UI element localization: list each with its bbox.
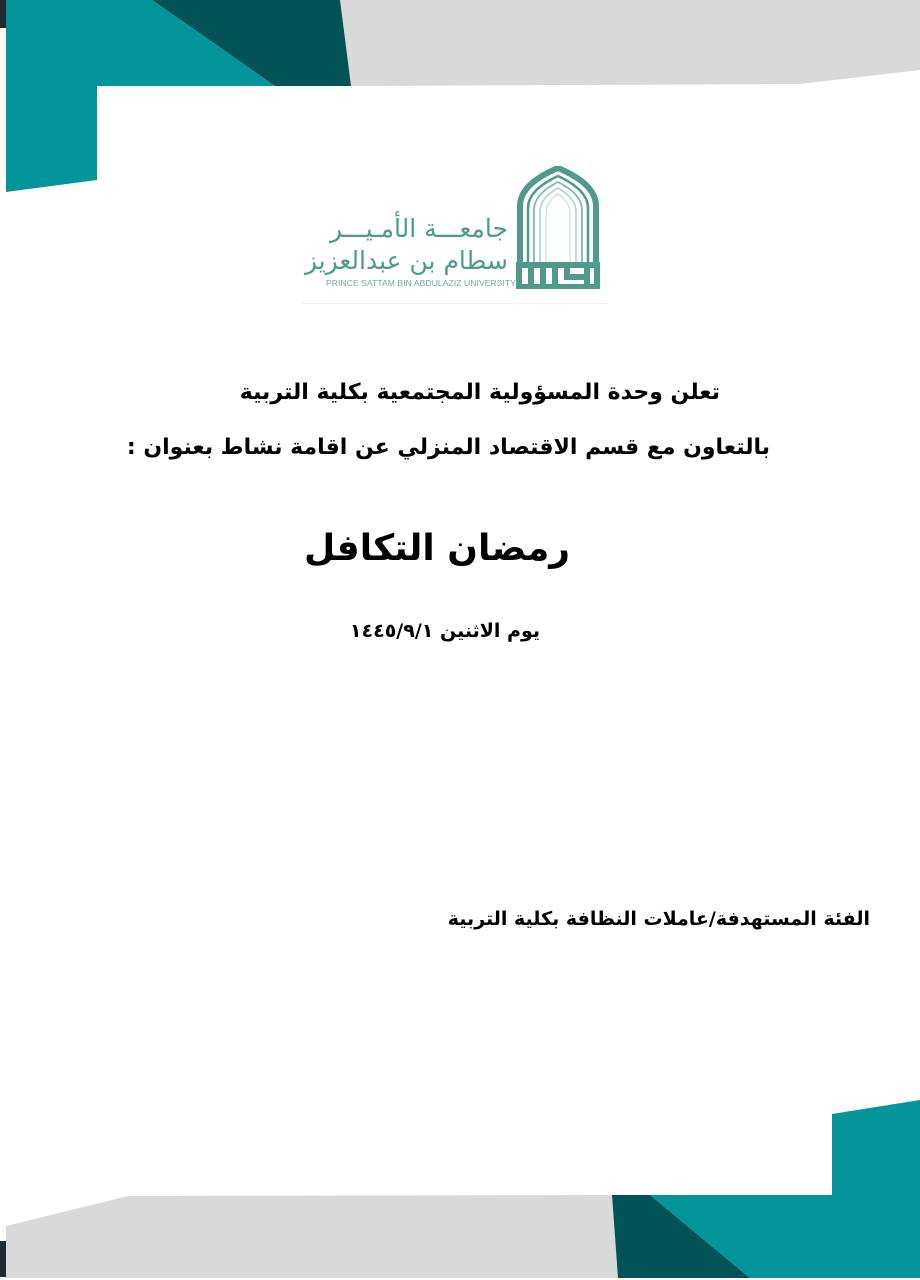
announcement-line-1: تعلن وحدة المسؤولية المجتمعية بكلية التربية [239,380,720,405]
logo-arabic-line1: جامعـــة الأمـيـــر [329,214,508,243]
arch-gate-icon [514,166,602,290]
announcement-line-2: بالتعاون مع قسم الاقتصاد المنزلي عن اقامة نشاط بعنوان : [126,435,770,460]
event-title: رمضان التكافل [304,528,570,569]
logo-arabic-line2: سطام بن عبدالعزيز [304,246,508,275]
logo-divider [302,303,608,304]
target-audience: الفئة المستهدفة/عاملات النظافة بكلية التربية [447,908,870,930]
bottom-gray-band [6,1195,618,1278]
left-edge-mark-bottom [0,1241,6,1277]
event-date: يوم الاثنين ١٤٤٥/٩/١ [349,620,540,642]
logo-english-name: PRINCE SATTAM BIN ABDULAZIZ UNIVERSITY [326,278,517,288]
left-edge-mark [0,0,6,28]
top-gray-band [340,0,920,86]
university-logo [302,164,608,304]
